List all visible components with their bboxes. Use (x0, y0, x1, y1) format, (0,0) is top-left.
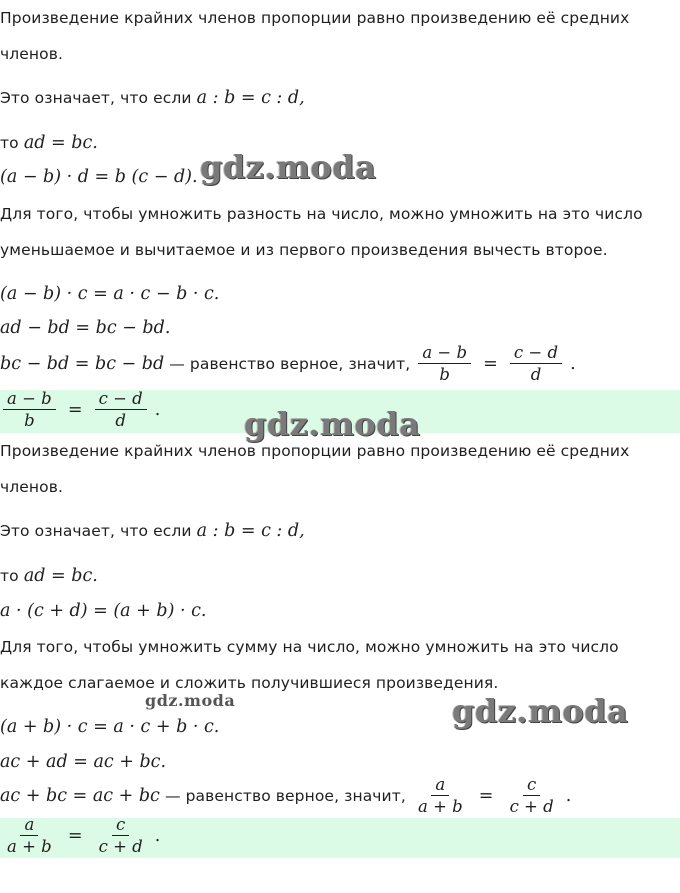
answer-fraction-right-denominator-b: c + d (98, 837, 143, 857)
proportion-result (0, 133, 98, 153)
answer-period: . (154, 399, 161, 420)
answer-fraction-right-numerator-b: c (112, 818, 129, 836)
equation-3: ad − bd = bc − bd. (0, 318, 171, 338)
answer-fraction-left-numerator: a − b (3, 390, 56, 410)
equation-4-row (0, 340, 680, 392)
answer-period-b: . (154, 825, 161, 846)
answer-fraction-left-b (3, 818, 56, 856)
fraction-left-numerator-b: a (431, 776, 449, 796)
equation-1-b: a · (c + d) = (a + b) · c. (0, 601, 207, 621)
answer-highlight-2 (0, 818, 680, 858)
fraction-right-numerator-b: c (523, 776, 540, 796)
answer-fraction-left (3, 390, 56, 430)
equation-1: (a − b) · d = b (c − d). (0, 167, 198, 187)
fraction-left-b (414, 776, 467, 816)
watermark-logo: gdz.moda (452, 692, 629, 730)
period-b: . (565, 785, 572, 806)
fraction-right-denominator-b: c + d (509, 797, 554, 817)
answer-fraction-left-denominator: b (24, 411, 35, 431)
result-math: ad = bc. (23, 133, 98, 153)
proportion-condition (0, 88, 305, 108)
fraction-left-numerator: a − b (418, 344, 471, 364)
equals-sign: = (483, 353, 498, 374)
fraction-left-denominator-b: a + b (417, 797, 463, 817)
equation-2: (a − b) · c = a · c − b · c. (0, 284, 220, 304)
paragraph-rule-line1-b: Для того, чтобы умножить сумму на число, можно умножить на это число (0, 638, 619, 656)
equation-4-text: — равенство верное, значит, (169, 354, 411, 373)
watermark-logo: gdz.moda (244, 405, 421, 443)
equation-3-b: ac + ad = ac + bc. (0, 752, 167, 772)
paragraph-proportion-line1: Произведение крайних членов пропорции равно произведению её средних (0, 9, 630, 27)
equals-sign-b: = (478, 785, 494, 806)
condition-math-b: a : b = c : d, (196, 521, 305, 541)
fraction-right (510, 344, 562, 384)
paragraph-rule-line1: Для того, чтобы умножить разность на число, можно умножить на это число (0, 205, 643, 223)
condition-math: a : b = c : d, (196, 88, 305, 108)
watermark-logo-small: gdz.moda (145, 691, 236, 710)
answer-fraction-right-denominator: d (115, 411, 126, 431)
proportion-condition-b (0, 521, 305, 541)
answer-fraction-left-denominator-b: a + b (7, 837, 52, 857)
watermark-logo: gdz.moda (200, 148, 377, 186)
proportion-result-b (0, 566, 98, 586)
equation-4-math-b: ac + bc = ac + bc (0, 785, 160, 806)
fraction-right-b (506, 776, 558, 816)
paragraph-proportion-line2-b: членов. (0, 478, 63, 496)
paragraph-rule-line2-b: каждое слагаемое и сложить получившиеся произведения. (0, 674, 499, 692)
condition-text-b: Это означает, что если (0, 522, 192, 540)
result-math-b: ad = bc. (23, 566, 98, 586)
period: . (570, 353, 576, 374)
equation-4-math: bc − bd = bc − bd (0, 353, 165, 374)
fraction-right-denominator: d (530, 365, 542, 385)
answer-fraction-right-b (95, 818, 147, 856)
result-text-b: то (0, 567, 19, 585)
fraction-left-denominator: b (439, 365, 450, 385)
answer-fraction-left-numerator-b: a (20, 818, 38, 836)
paragraph-proportion-line2: членов. (0, 45, 63, 63)
equation-4-text-b: — равенство верное, значит, (164, 786, 406, 805)
paragraph-proportion-line1-b: Произведение крайних членов пропорции равно произведению её средних (0, 442, 630, 460)
answer-fraction-right (95, 390, 147, 430)
answer-equals-sign-b: = (67, 825, 83, 846)
result-text: то (0, 134, 19, 152)
answer-fraction-right-numerator: c − d (95, 390, 147, 410)
condition-text: Это означает, что если (0, 89, 192, 107)
fraction-left (418, 344, 471, 384)
equation-2-b: (a + b) · c = a · c + b · c. (0, 717, 220, 737)
answer-equals-sign: = (67, 399, 83, 420)
fraction-right-numerator: c − d (510, 344, 562, 364)
paragraph-rule-line2: уменьшаемое и вычитаемое и из первого произведения вычесть второе. (0, 241, 608, 259)
